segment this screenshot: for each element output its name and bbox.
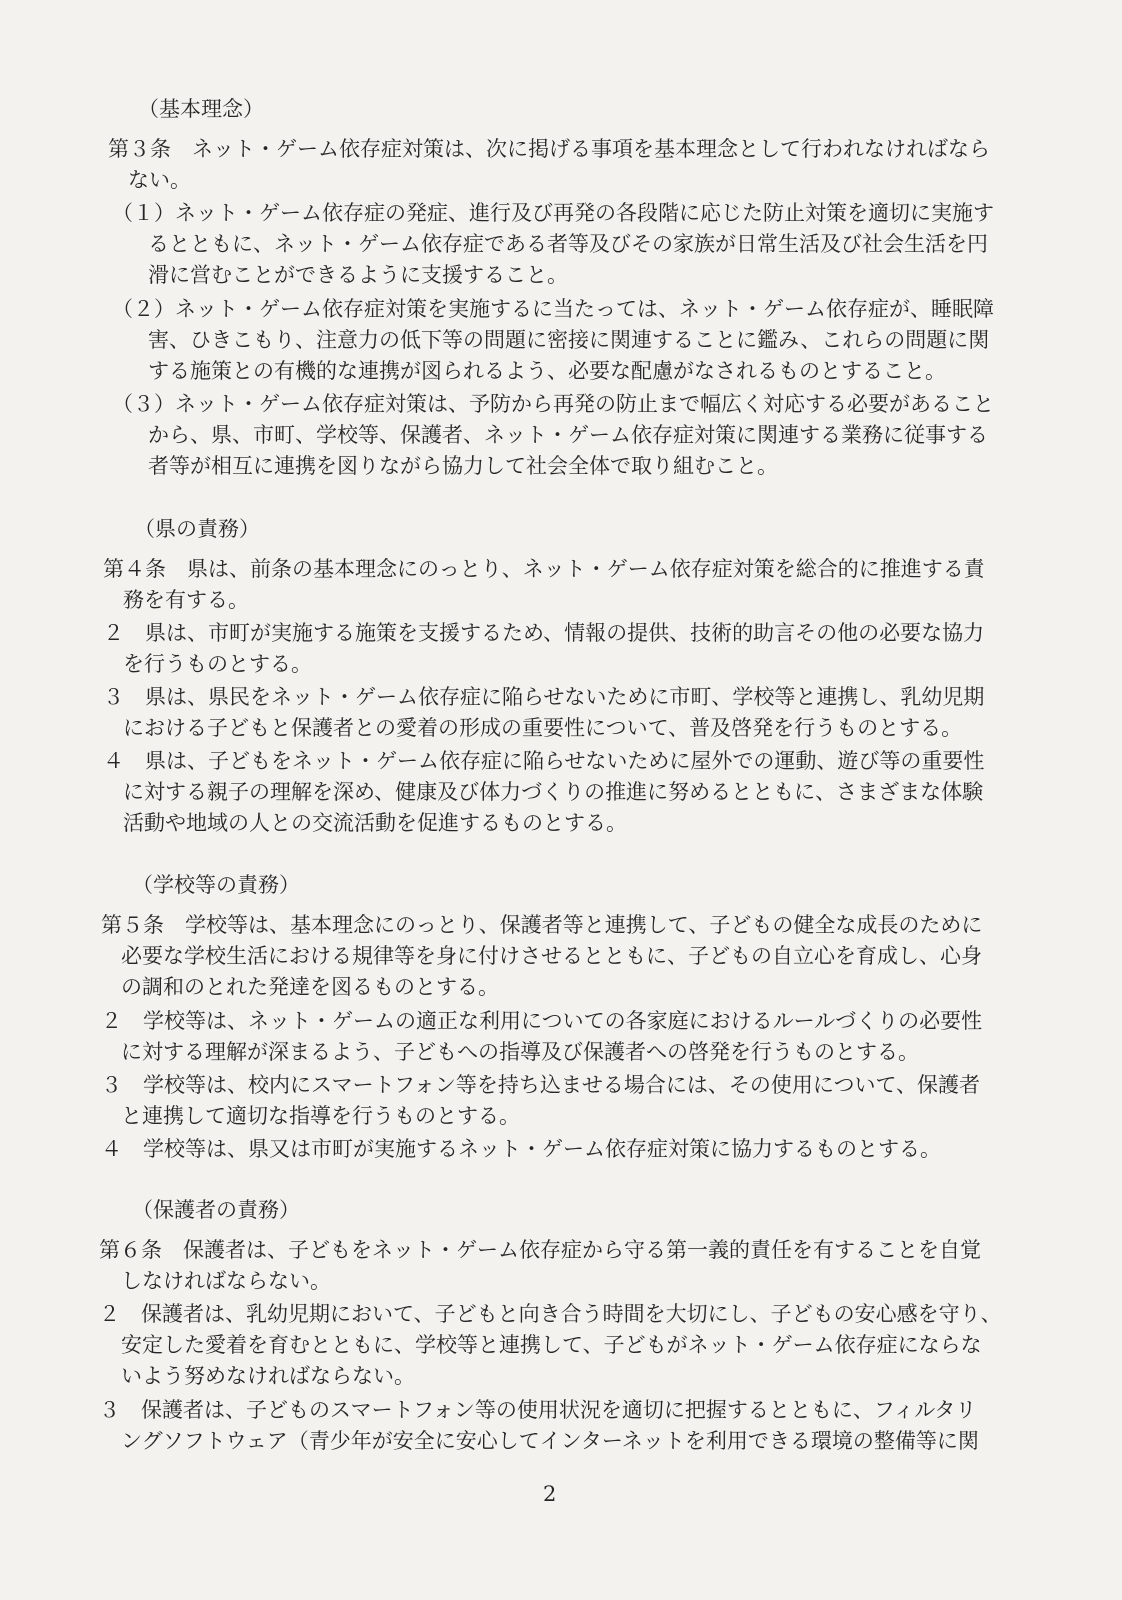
text-line: ４ 学校等は、県又は市町が実施するネット・ゲーム依存症対策に協力するものとする。 xyxy=(101,1137,941,1161)
text-line: と連携して適切な指導を行うものとする。 xyxy=(121,1104,520,1128)
clause-paragraph xyxy=(99,1299,1002,1392)
text-line: ３ 学校等は、校内にスマートフォン等を持ち込ませる場合には、その使用について、保護者 xyxy=(101,1073,981,1097)
text-line: （３）ネット・ゲーム依存症対策は、予防から再発の防止まで幅広く対応する必要があること xyxy=(112,392,994,416)
text-line: から、県、市町、学校等、保護者、ネット・ゲーム依存症対策に関連する業務に従事する xyxy=(148,423,988,447)
text-line: いよう努めなければならない。 xyxy=(121,1364,415,1388)
text-line: における子どもと保護者との愛着の形成の重要性について、普及啓発を行うものとする。 xyxy=(123,716,963,740)
text-line: ２ 学校等は、ネット・ゲームの適正な利用についての各家庭におけるルールづくりの必要性 xyxy=(101,1009,983,1033)
clause-paragraph xyxy=(101,1006,982,1068)
text-line: 第６条 保護者は、子どもをネット・ゲーム依存症から守る第一義的責任を有することを自覚 xyxy=(99,1238,981,1262)
text-line: ２ 保護者は、乳幼児期において、子どもと向き合う時間を大切にし、子どもの安心感を守り、 xyxy=(99,1302,1002,1326)
text-line: しなければならない。 xyxy=(121,1269,331,1293)
text-line: ３ 保護者は、子どものスマートフォン等の使用状況を適切に把握するとともに、フィルタリ xyxy=(99,1398,977,1422)
section-heading: （学校等の責務） xyxy=(132,873,300,897)
text-line: 活動や地域の人との交流活動を促進するものとする。 xyxy=(123,811,627,835)
text-line: 滑に営むことができるように支援すること。 xyxy=(148,263,568,287)
clause-paragraph xyxy=(99,1395,979,1457)
text-line: 必要な学校生活における規律等を身に付けさせるとともに、子どもの自立心を育成し、心身 xyxy=(121,944,982,968)
text-line: ２ 県は、市町が実施する施策を支援するため、情報の提供、技術的助言その他の必要な協力 xyxy=(103,621,985,645)
text-line: 第４条 県は、前条の基本理念にのっとり、ネット・ゲーム依存症対策を総合的に推進する責 xyxy=(103,557,985,581)
text-line: （１）ネット・ゲーム依存症の発症、進行及び再発の各段階に応じた防止対策を適切に実施す xyxy=(112,201,994,225)
article-paragraph xyxy=(101,910,982,1003)
clause-paragraph xyxy=(101,1070,980,1132)
section-heading: （保護者の責務） xyxy=(132,1198,300,1222)
text-line: 第５条 学校等は、基本理念にのっとり、保護者等と連携して、子どもの健全な成長のために xyxy=(101,913,983,937)
page-number: 2 xyxy=(543,1482,557,1506)
clause-paragraph xyxy=(101,1134,941,1165)
text-line: に対する親子の理解を深め、健康及び体力づくりの推進に努めるとともに、さまざまな体験 xyxy=(123,780,984,804)
section-heading: （県の責務） xyxy=(134,517,260,541)
text-line: ３ 県は、県民をネット・ゲーム依存症に陥らせないために市町、学校等と連携し、乳幼児期 xyxy=(103,685,985,709)
clause-paragraph xyxy=(103,618,984,680)
text-line: ングソフトウェア（青少年が安全に安心してインターネットを利用できる環境の整備等に関 xyxy=(121,1429,979,1453)
text-line: する施策との有機的な連携が図られるよう、必要な配慮がなされるものとすること。 xyxy=(148,359,946,383)
clause-paragraph xyxy=(103,682,984,744)
clause-paragraph xyxy=(103,746,984,839)
item-paragraph xyxy=(112,294,994,387)
item-paragraph xyxy=(112,389,994,482)
section-heading: （基本理念） xyxy=(138,97,264,121)
text-line: 安定した愛着を育むとともに、学校等と連携して、子どもがネット・ゲーム依存症にならな xyxy=(121,1333,982,1357)
text-line: るとともに、ネット・ゲーム依存症である者等及びその家族が日常生活及び社会生活を円 xyxy=(148,232,988,256)
text-line: の調和のとれた発達を図るものとする。 xyxy=(121,975,499,999)
article-paragraph xyxy=(108,134,990,196)
text-line: に対する理解が深まるよう、子どもへの指導及び保護者への啓発を行うものとする。 xyxy=(121,1040,919,1064)
text-line: 者等が相互に連携を図りながら協力して社会全体で取り組むこと。 xyxy=(148,454,778,478)
text-line: 第３条 ネット・ゲーム依存症対策は、次に掲げる事項を基本理念として行われなければなら xyxy=(108,137,990,161)
text-line: を行うものとする。 xyxy=(123,652,312,676)
article-paragraph xyxy=(99,1235,981,1297)
text-line: ない。 xyxy=(128,168,191,192)
text-line: 害、ひきこもり、注意力の低下等の問題に密接に関連することに鑑み、これらの問題に関 xyxy=(148,328,990,352)
text-line: （２）ネット・ゲーム依存症対策を実施するに当たっては、ネット・ゲーム依存症が、睡眠障 xyxy=(112,297,994,321)
text-line: ４ 県は、子どもをネット・ゲーム依存症に陥らせないために屋外での運動、遊び等の重要性 xyxy=(103,749,985,773)
text-line: 務を有する。 xyxy=(123,588,249,612)
item-paragraph xyxy=(112,198,994,291)
article-paragraph xyxy=(103,554,985,616)
